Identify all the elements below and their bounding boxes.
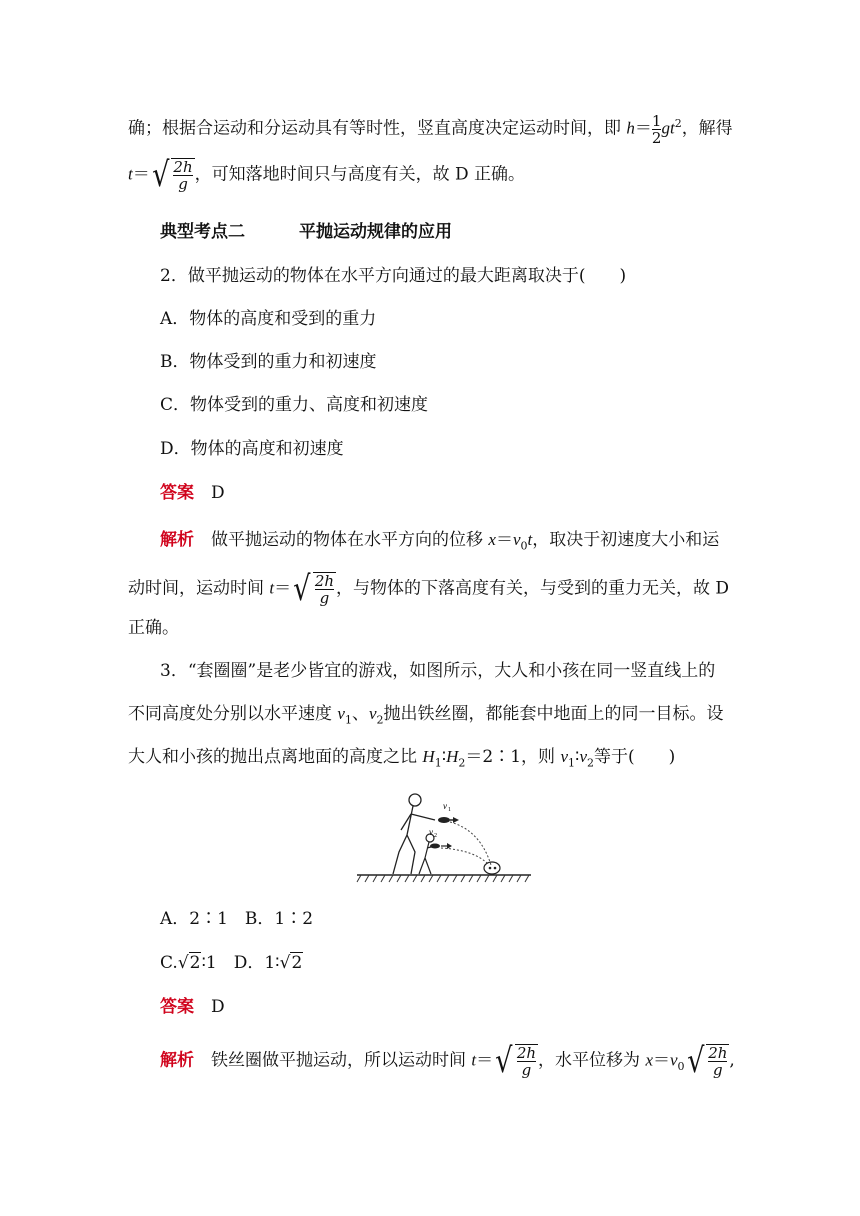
text-span: ，取决于初速度大小和运 bbox=[532, 530, 720, 550]
text-span: 、 bbox=[351, 704, 369, 724]
svg-text:v: v bbox=[429, 827, 433, 837]
q3-options-cd bbox=[160, 951, 766, 975]
text-span: 等于( ) bbox=[593, 747, 676, 767]
child-figure bbox=[419, 834, 435, 874]
text-span: ＝2∶1，则 bbox=[465, 747, 561, 767]
svg-text:2: 2 bbox=[434, 833, 437, 839]
text-span: 大人和小孩的抛出点离地面的高度之比 bbox=[128, 747, 423, 767]
sqrt-2h-over-g: √ $\frac{2h}{g}$ bbox=[151, 155, 193, 195]
q3-options-ab: A．2∶1 B．1∶2 bbox=[160, 909, 314, 929]
text-span: 抛出铁丝圈，都能套中地面上的同一目标。设 bbox=[383, 704, 724, 724]
text-span: 铁丝圈做平抛运动，所以运动时间 bbox=[211, 1050, 472, 1071]
question-3-line-3: 大人和小孩的抛出点离地面的高度之比 $H_1∶H_2=2∶1$，则 $v_1∶v_2$等于( ) bbox=[128, 747, 676, 770]
sqrt-2h-over-g: √ $\frac{2h}{g}$ bbox=[293, 569, 335, 609]
answer-value: D bbox=[211, 997, 225, 1017]
text-span: 确；根据合运动和分运动具有等时性，竖直高度决定运动时间，即 bbox=[128, 118, 627, 139]
text-span: 动时间，运动时间 bbox=[128, 578, 270, 599]
option-b: B．物体受到的重力和初速度 bbox=[160, 352, 377, 372]
analysis-line-q3: 解析 铁丝圈做平抛运动，所以运动时间 t＝ √ $\frac{2h}{g}$ ，水平位移为 $x=v_0$ √ $\frac{2h}{g}$ , bbox=[160, 1041, 735, 1081]
text-span: ，解得 bbox=[681, 118, 733, 139]
section-label: 典型考点二 bbox=[160, 222, 245, 242]
svg-text:1: 1 bbox=[448, 807, 451, 813]
answer-line-q2 bbox=[160, 481, 766, 505]
para-line-2: t＝ √ $\frac{2h}{g}$ ，可知落地时间只与高度有关，故 D 正确。 bbox=[128, 155, 526, 195]
analysis-label: 解析 bbox=[160, 530, 194, 550]
analysis-line-1: 解析 做平抛运动的物体在水平方向的位移 $x=v_0t$，取决于初速度大小和运 bbox=[160, 530, 720, 553]
section-heading bbox=[160, 220, 766, 244]
question-2: 2．做平抛运动的物体在水平方向通过的最大距离取决于( ) bbox=[160, 266, 627, 286]
option-d: D．物体的高度和初速度 bbox=[160, 439, 344, 459]
text-span: ，可知落地时间只与高度有关，故 D 正确。 bbox=[194, 164, 526, 185]
question-3-line-2: 不同高度处分别以水平速度 $v_1$、$v_2$抛出铁丝圈，都能套中地面上的同一目标。设 bbox=[128, 704, 724, 727]
svg-text:v: v bbox=[443, 801, 447, 811]
para-line-1: 确；根据合运动和分运动具有等时性，竖直高度决定运动时间，即 h＝ $\frac{1}{2}$ $gt^2$，解得 bbox=[128, 111, 733, 147]
text-span: ，与物体的下落高度有关，与受到的重力无关，故 D bbox=[336, 578, 730, 599]
analysis-label: 解析 bbox=[160, 1050, 194, 1071]
text-span: 做平抛运动的物体在水平方向的位移 bbox=[211, 530, 489, 550]
answer-label: 答案 bbox=[160, 483, 194, 503]
text-span: ，水平位移为 bbox=[538, 1050, 646, 1071]
answer-line-q3 bbox=[160, 995, 766, 1019]
sqrt-2: √2 bbox=[177, 953, 201, 973]
option-c: C．物体受到的重力、高度和初速度 bbox=[160, 395, 429, 415]
ring-toss-figure bbox=[355, 790, 535, 885]
sqrt-2h-over-g: √ $\frac{2h}{g}$ bbox=[495, 1041, 537, 1081]
sqrt-2: √2 bbox=[279, 953, 303, 973]
fraction-half: $\frac{1}{2}$ bbox=[651, 111, 662, 147]
answer-value: D bbox=[211, 483, 225, 503]
question-3-line-1: 3．“套圈圈”是老少皆宜的游戏，如图所示，大人和小孩在同一竖直线上的 bbox=[160, 661, 716, 681]
answer-label: 答案 bbox=[160, 997, 194, 1017]
sqrt-2h-over-g: √ $\frac{2h}{g}$ bbox=[686, 1041, 728, 1081]
text-span: ∶1 D．1∶ bbox=[201, 953, 280, 973]
section-title: 平抛运动规律的应用 bbox=[299, 222, 452, 242]
text-span: C. bbox=[160, 953, 178, 973]
analysis-line-3: 正确。 bbox=[128, 618, 179, 638]
text-span: 不同高度处分别以水平速度 bbox=[128, 704, 338, 724]
option-a: A．物体的高度和受到的重力 bbox=[160, 309, 377, 329]
analysis-line-2: 动时间，运动时间 t＝ √ $\frac{2h}{g}$ ，与物体的下落高度有关，与受到的重力无关，故 D bbox=[128, 569, 730, 609]
